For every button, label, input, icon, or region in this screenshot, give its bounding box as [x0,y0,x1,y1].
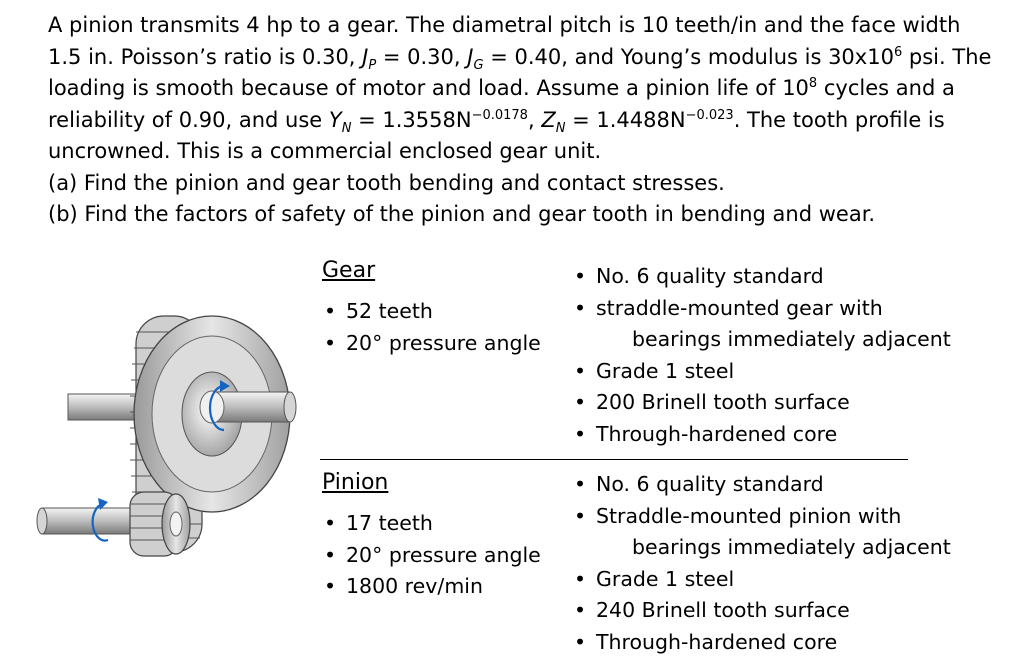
pinion-spec-speed: • 1800 rev/min [322,571,541,603]
problem-line-2: 1.5 in. Poisson’s ratio is 0.30, $J_P = 0.30$, $J_G = 0.40$, and Young’s modulus is $30x10^6$ psi. The [48,44,992,73]
pinion-specs [322,468,541,603]
gear-specs [322,256,541,359]
gear-properties [572,261,951,450]
gear-prop-mounting: • straddle-mounted gear with bearings immediately adjacent [572,293,951,356]
pinion-properties [572,469,951,658]
problem-line-5: uncrowned. This is a commercial enclosed gear unit. [48,139,602,163]
gear-spec-teeth: • 52 teeth [322,296,541,328]
gear-heading: Gear [322,258,376,283]
pinion-prop-grade: • Grade 1 steel [572,564,951,596]
part-b: (b) Find the factors of safety of the pinion and gear tooth in bending and wear. [48,202,876,226]
pinion-prop-core: • Through-hardened core [572,627,951,659]
pinion-prop-mounting: • Straddle-mounted pinion with bearings immediately adjacent [572,501,951,564]
gear-prop-grade: • Grade 1 steel [572,356,951,388]
section-divider [320,459,908,460]
pinion-heading: Pinion [322,470,389,495]
gear-prop-core: • Through-hardened core [572,419,951,451]
problem-line-1: A pinion transmits 4 hp to a gear. The diametral pitch is 10 teeth/in and the face width [48,13,961,37]
problem-statement [48,10,1008,231]
pinion-prop-quality: • No. 6 quality standard [572,469,951,501]
gear-train-illustration [34,312,314,562]
gear-prop-brinell: • 200 Brinell tooth surface [572,387,951,419]
gear-prop-quality: • No. 6 quality standard [572,261,951,293]
problem-line-4: reliability of 0.90, and use $Y_N = 1.3558N^{-0.0178}$, $Z_N = 1.4488N^{-0.023}$. The tooth profile is [48,107,945,136]
gear-spec-pressure-angle: • 20° pressure angle [322,328,541,360]
problem-line-3: loading is smooth because of motor and load. Assume a pinion life of $10^8$ cycles and a [48,76,955,100]
pinion-spec-pressure-angle: • 20° pressure angle [322,540,541,572]
part-a: (a) Find the pinion and gear tooth bending and contact stresses. [48,170,725,195]
pinion-prop-brinell: • 240 Brinell tooth surface [572,595,951,627]
pinion-spec-teeth: • 17 teeth [322,508,541,540]
